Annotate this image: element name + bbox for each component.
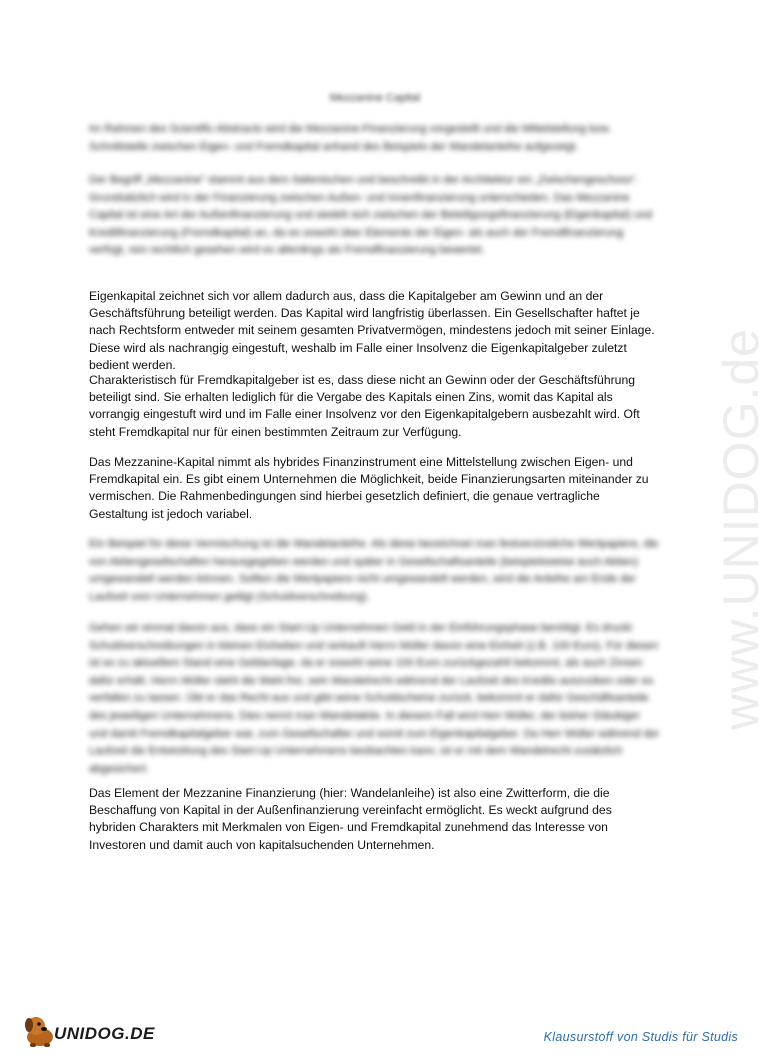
paragraph-intro: Im Rahmen des Scientific Abstracts wird die Mezzanine-Finanzierung vorgestellt und die Mittelstellung bzw. Schnittstelle zwischen Eigen- und Fremdkapital anhand des Beispiels der Wandelanleihe aufgezeigt. [89,123,612,153]
paragraph-eigenkapital: Eigenkapital zeichnet sich vor allem dadurch aus, dass die Kapitalgeber am Gewinn und an der Geschäftsführung beteiligt werden. Das Kapital wird langfristig überlassen. Ein Gesellschafter haftet je nach Rechtsform entweder mit seinem gesamten Privatvermögen, mindestens jedoch mit seiner Einlage. Diese wird als nachrangig eingestuft, weshalb im Falle einer Insolvenz die Eigenkapitalgeber zuletzt bedient werden. [89,289,655,372]
paragraph-definition: Der Begriff „Mezzanine“ stammt aus dem Italienischen und beschreibt in der Architektur ein „Zwischengeschoss“. Grundsätzlich wird in der Finanzierung zwischen Außen- und Innenfinanzierung unterschieden. Das Mezzanine Capital ist eine Art der Außenfinanzierung und siedelt sich zwischen der Beteiligungsfinanzierung (Eigenkapital) und Kreditfinanzierung (Fremdkapital) an, da es sowohl über Elemente der Eigen- als auch der Fremdfinanzierung verfügt, rein rechtlich gesehen wird es allerdings als Fremdfinanzierung bewertet. [89,174,653,257]
paragraph-conclusion: Das Element der Mezzanine Finanzierung (hier: Wandelanleihe) ist also eine Zwitterform, die die Beschaffung von Kapital in der Außenfinanzierung vereinfacht ermöglicht. Es weckt aufgrund des hybriden Charakters mit Merkmalen von Eigen- und Fremdkapital zunehmend das Interesse von Investoren und damit auch von kapitalsuchenden Unternehmen. [89,786,612,852]
unidog-logo-text: UNIDOG.DE [54,1024,155,1043]
paragraph-mezzanine: Das Mezzanine-Kapital nimmt als hybrides Finanzinstrument eine Mittelstellung zwischen Eigen- und Fremdkapital ein. Es gibt einem Unternehmen die Möglichkeit, beide Finanzierungsarten miteinander zu vermischen. Die Rahmenbedingungen sind hierbei gesetzlich definiert, die genaue vertragliche Gestaltung ist jedoch variabel. [89,455,649,521]
document-title: Mezzanine Capital [329,92,421,104]
footer-tagline: Klausurstoff von Studis für Studis [543,1030,738,1044]
watermark: www.UNIDOG.de [713,328,769,730]
paragraph-startup-case: Gehen wir einmal davon aus, dass ein Start-Up Unternehmen Geld in der Einführungsphase benötigt. Es druckt Schuldverschreibungen in kleinen Einheiten und verkauft Herrn Müller davon eine Einheit (z.B. 100 Euro). Für diesen ist es zu aktuellem Stand eine Geldanlage, da er sowohl seine 100 Euro zurückgezahlt bekommt, als auch Zinsen dafür erhält. Herrn Müller steht die Wahl frei, sein Wandelrecht während der Laufzeit des Kredits auszuüben oder es verfallen zu lassen. Übt er das Recht aus und gibt seine Schuldscheine zurück, bekommt er dafür Geschäftsanteile des jeweiligen Unternehmens. Dies nennt man Wandelaktie. In diesem Fall wird Herr Müller, der bisher Gläubiger und damit Fremdkapitalgeber war, zum Gesellschafter und somit zum Eigenkapitalgeber. Da Herr Müller während der Laufzeit die Entwicklung des Start-Up Unternehmens beobachten kann, ist er mit dem Wandelrecht zusätzlich abgesichert. [89,622,660,775]
paragraph-fremdkapital: Charakteristisch für Fremdkapitalgeber ist es, dass diese nicht an Gewinn oder der Geschäftsführung beteiligt sind. Sie erhalten lediglich für die Vergabe des Kapitals einen Zins, womit das Kapital als vorrangig eingestuft wird und im Falle einer Insolvenz vor den Eigenkapitalgebern ausbezahlt wird. Oft steht Fremdkapital nur für einen bestimmten Zeitraum zur Verfügung. [89,373,640,439]
paragraph-example: Ein Beispiel für diese Vermischung ist die Wandelanleihe. Als diese bezeichnet man festverzinsliche Wertpapiere, die von Aktiengesellschaften herausgegeben werden und später in Gesellschaftsanteile (beispielsweise auch Aktien) umgewandelt werden können. Sollten die Wertpapiere nicht umgewandelt werden, wird die Anleihe am Ende der Laufzeit vom Unternehmen getilgt (Schuldverschreibung). [89,538,659,603]
